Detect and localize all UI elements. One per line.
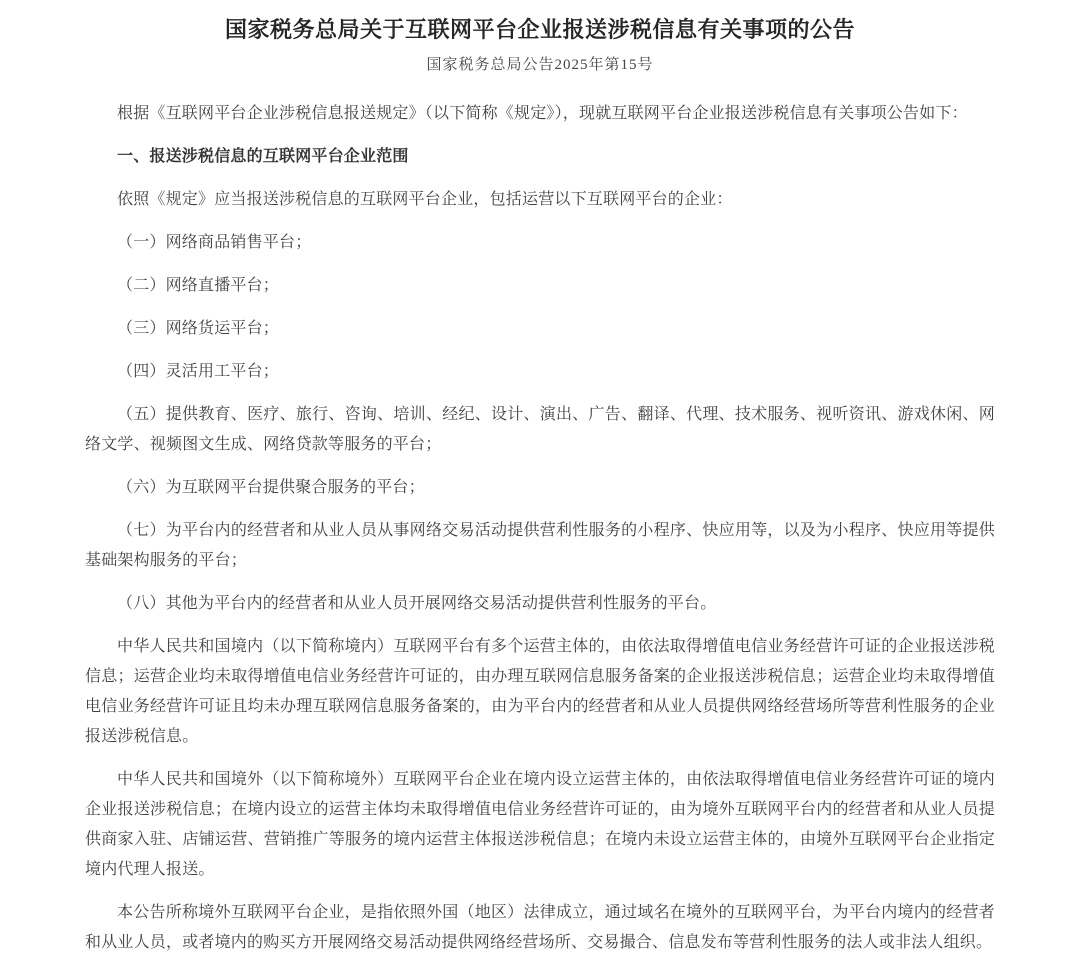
body-paragraph: （三）网络货运平台； xyxy=(117,320,280,337)
body-paragraph: 中华人民共和国境外（以下简称境外）互联网平台企业在境内设立运营主体的，由依法取得增值电信业务经营许可证的境内企业报送涉税信息；在境内设立的运营主体均未取得增值电信业务经营许可证的，由为境外互联网平台内的经营者和从业人员提供商家入驻、店铺运营、营销推广等服务的境内运营主体报送涉税信息；在境内未设立运营主体的，由境外互联网平台企业指定境内代理人报送。 xyxy=(85,771,995,878)
body-paragraph: 本公告所称境外互联网平台企业，是指依照外国（地区）法律成立，通过域名在境外的互联网平台，为平台内境内的经营者和从业人员，或者境内的购买方开展网络交易活动提供网络经营场所、交易撮合、信息发布等营利性服务的法人或非法人组织。 xyxy=(85,904,995,951)
body-paragraph: （五）提供教育、医疗、旅行、咨询、培训、经纪、设计、演出、广告、翻译、代理、技术服务、视听资讯、游戏休闲、网络文学、视频图文生成、网络贷款等服务的平台； xyxy=(85,406,995,453)
section-heading: 一、报送涉税信息的互联网平台企业范围 xyxy=(117,148,409,165)
body-paragraph: （一）网络商品销售平台； xyxy=(117,234,312,251)
body-paragraph: （四）灵活用工平台； xyxy=(117,363,280,380)
body-paragraph: （二）网络直播平台； xyxy=(117,277,280,294)
page-title: 国家税务总局关于互联网平台企业报送涉税信息有关事项的公告 xyxy=(224,17,855,42)
body-paragraph: 依照《规定》应当报送涉税信息的互联网平台企业，包括运营以下互联网平台的企业： xyxy=(117,191,733,208)
document-body xyxy=(85,99,995,958)
body-paragraph: 根据《互联网平台企业涉税信息报送规定》（以下简称《规定》），现就互联网平台企业报送涉税信息有关事项公告如下： xyxy=(117,105,968,122)
body-paragraph: （六）为互联网平台提供聚合服务的平台； xyxy=(117,479,425,496)
body-paragraph: （七）为平台内的经营者和从业人员从事网络交易活动提供营利性服务的小程序、快应用等，以及为小程序、快应用等提供基础架构服务的平台； xyxy=(85,522,995,569)
body-paragraph: 中华人民共和国境内（以下简称境内）互联网平台有多个运营主体的，由依法取得增值电信业务经营许可证的企业报送涉税信息；运营企业均未取得增值电信业务经营许可证的，由办理互联网信息服务备案的企业报送涉税信息；运营企业均未取得增值电信业务经营许可证且均未办理互联网信息服务备案的，由为平台内的经营者和从业人员提供网络经营场所等营利性服务的企业报送涉税信息。 xyxy=(85,638,995,745)
document-number: 国家税务总局公告2025年第15号 xyxy=(426,57,654,73)
body-paragraph: （八）其他为平台内的经营者和从业人员开展网络交易活动提供营利性服务的平台。 xyxy=(117,595,717,612)
